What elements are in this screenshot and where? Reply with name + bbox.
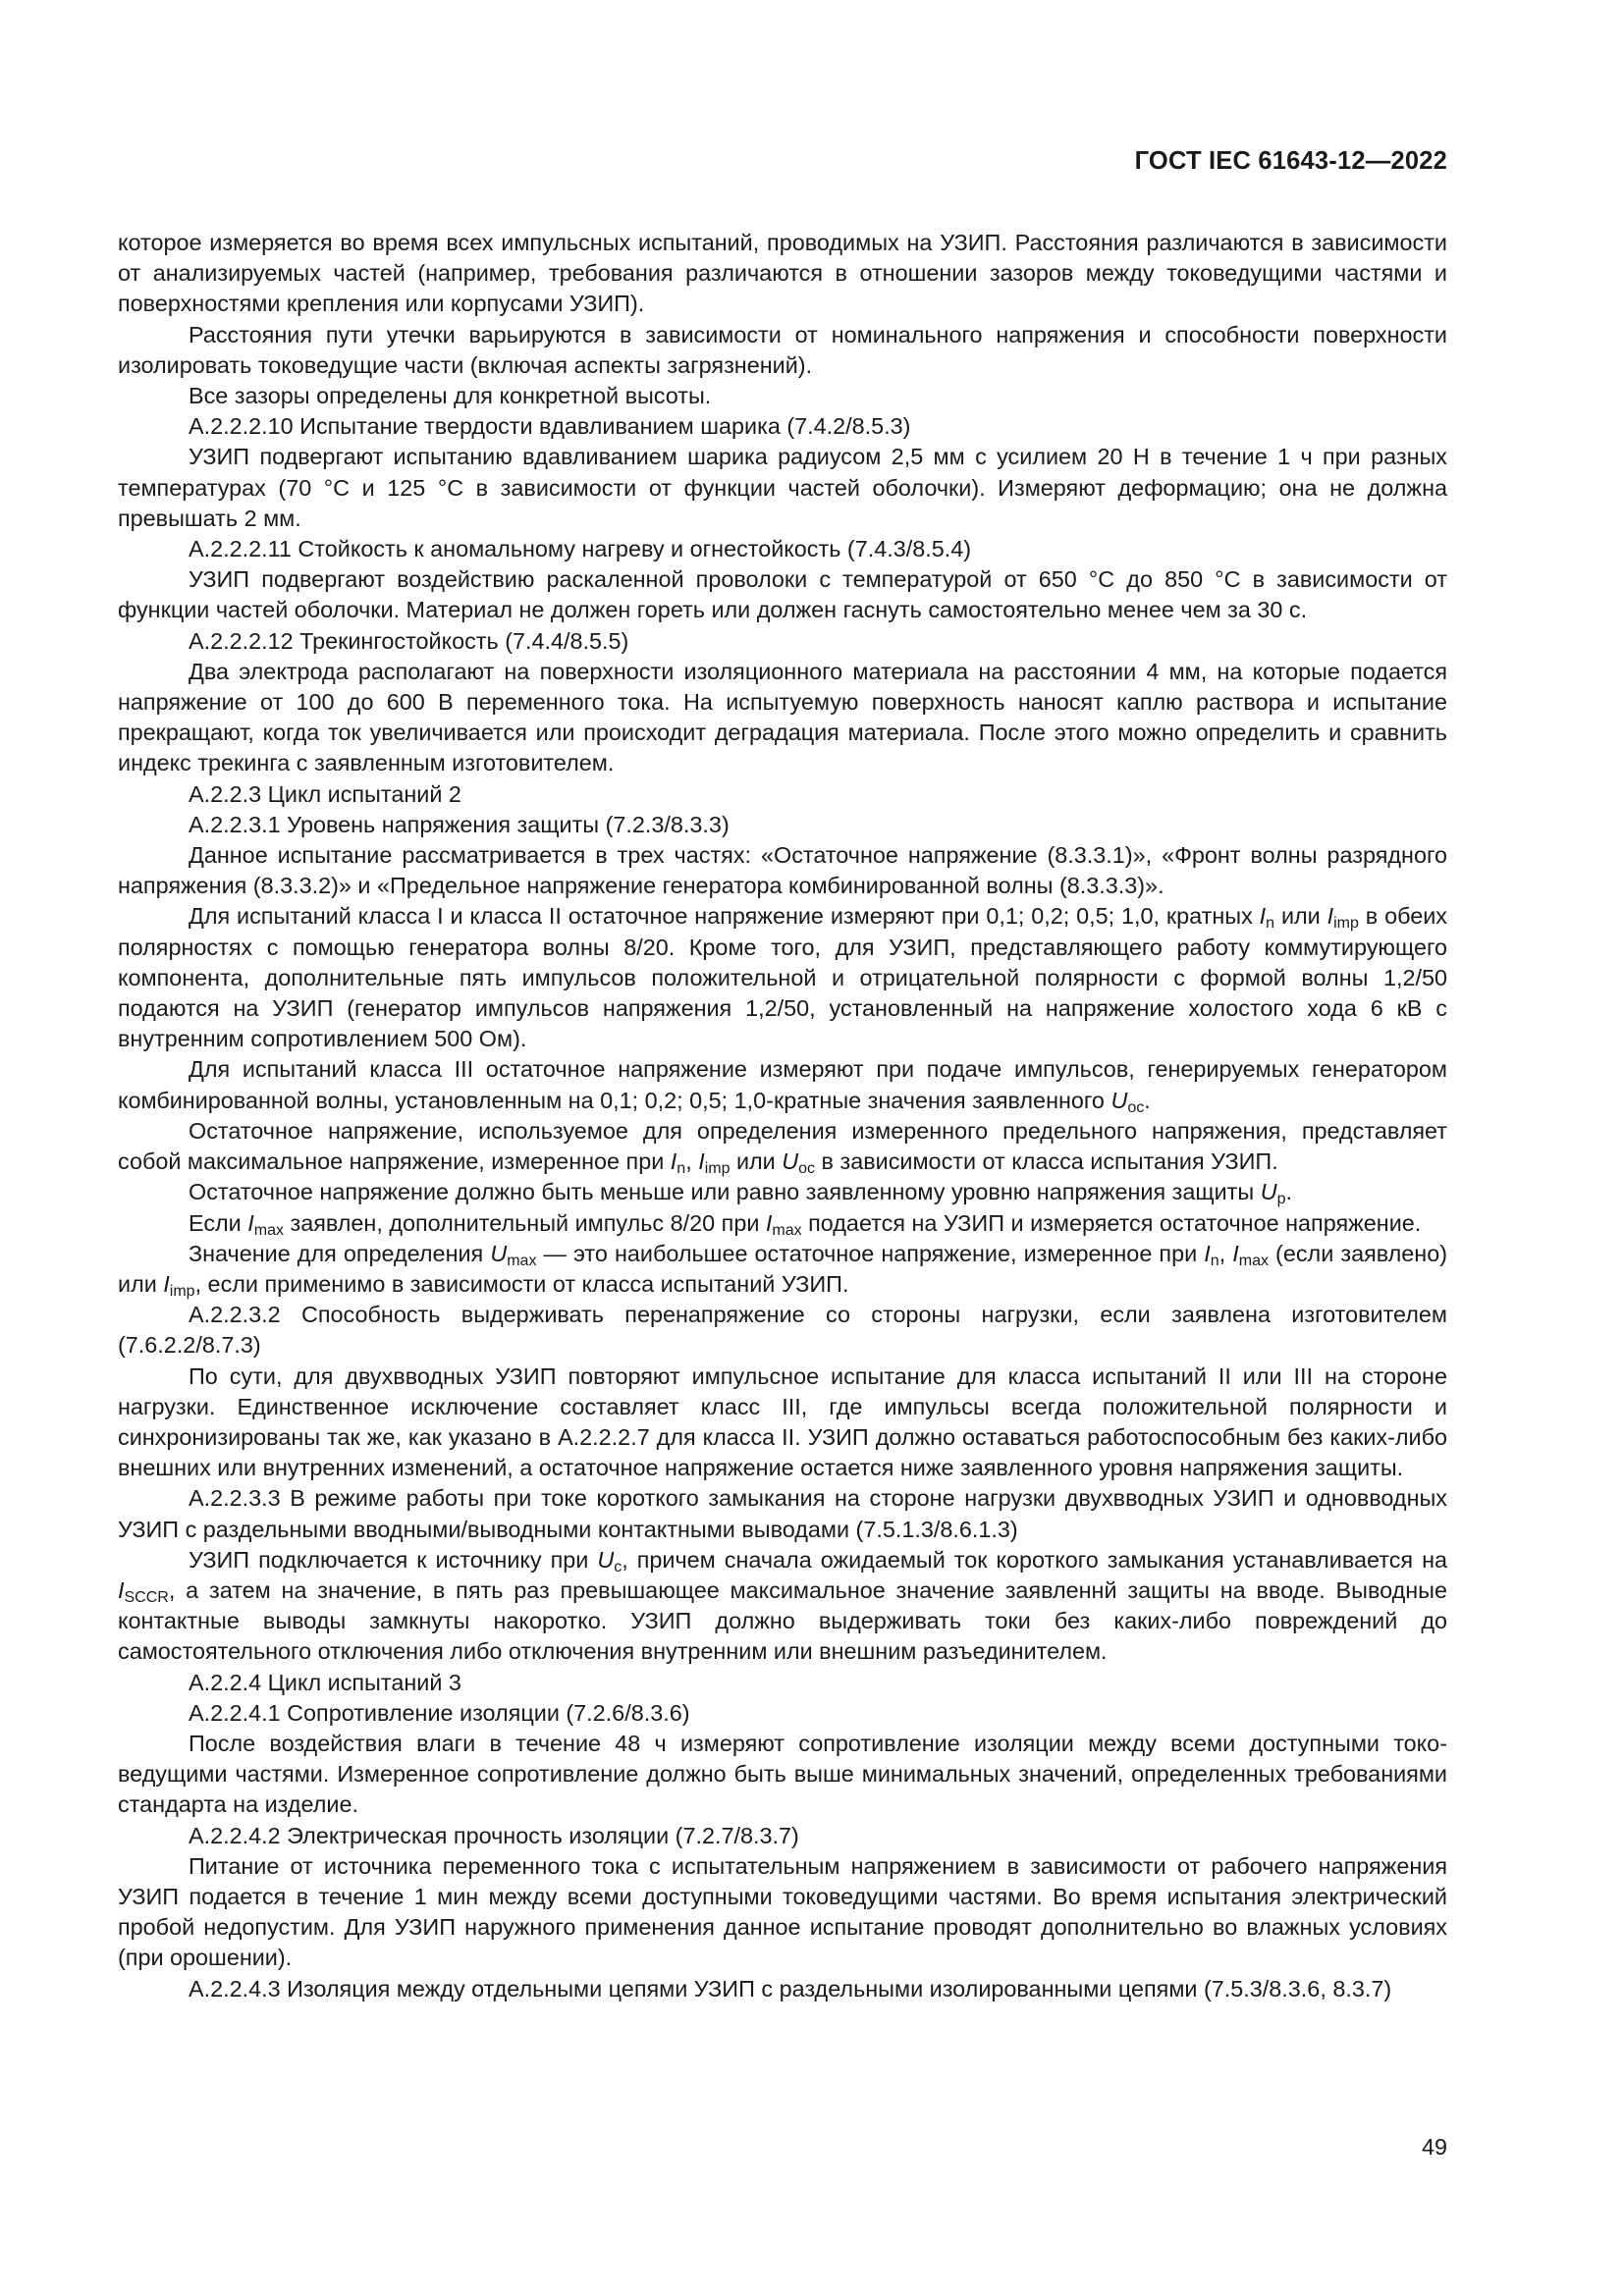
paragraph [118, 1668, 1447, 1698]
subscript: n [1266, 915, 1275, 933]
subscript: imp [169, 1282, 195, 1300]
text-run: А.2.2.4 Цикл испытаний 3 [189, 1669, 461, 1695]
text-run: А.2.2.4.2 Электрическая прочность изоляции (7.2.7/8.3.7) [189, 1822, 799, 1848]
paragraph [118, 411, 1447, 442]
text-run: Питание от источника переменного тока с испытательным напряжением в зависимости от рабочего напряжения УЗИП подается в течение 1 мин между всеми доступными токоведущими частями. Во время испытания электрический пробой недопустим. Для УЗИП наружного применения данное испытание проводят дополнительно во влажных условиях (при орошении). [118, 1852, 1447, 1971]
text-run: А.2.2.3.2 Способность выдерживать перенапряжение со стороны нагрузки, если заявлена изготовителем (7.6.2.2/8.7.3) [118, 1302, 1447, 1359]
page-number: 49 [1421, 2134, 1447, 2160]
text-run: Два электрода располагают на поверхности изоляционного материала на расстоянии 4 мм, на которые подается напряжение от 100 до 600 В переменного тока. На испытуемую поверхность наносят каплю раствора и испытание прекращают, когда ток увеличивается или происходит деградация материала. После этого можно определить и сравнить индекс трекинга с заявленным изготовителем. [118, 658, 1447, 776]
subscript: oc [798, 1160, 816, 1178]
text-run: — это наибольшее остаточное напряжение, измеренное при [536, 1240, 1205, 1266]
standard-designation: ГОСТ IEC 61643-12—2022 [1134, 147, 1447, 175]
paragraph [118, 901, 1447, 1054]
text-run: (если заявлено) или [118, 1240, 1448, 1297]
italic-symbol: I [247, 1209, 254, 1236]
paragraph [118, 840, 1447, 901]
text-run: Все зазоры определены для конкретной высоты. [189, 383, 712, 409]
paragraph [118, 1208, 1447, 1239]
text-run: УЗИП подключается к источнику при [189, 1546, 598, 1573]
paragraph [118, 1483, 1447, 1544]
paragraph [118, 381, 1447, 411]
italic-symbol: I [670, 1148, 677, 1175]
paragraph [118, 564, 1447, 625]
text-run: Остаточное напряжение должно быть меньше или равно заявленному уровню напряжения защиты [189, 1179, 1261, 1205]
paragraph [118, 228, 1447, 320]
text-run: в обеих полярностях с помощью генератора волны 8/20. Кроме того, для УЗИП, представляющего работу коммутирующего компонента, дополнительные пять импульсов положительной и отрицательной полярности с формой волны 1,2/50 подаются на УЗИП (генератор импульсов напряжения 1,2/50, установленный на напряжение холостого хода 6 кВ с внутренним сопротивлением 500 Ом). [118, 903, 1447, 1052]
italic-symbol: U [490, 1240, 508, 1266]
text-run: УЗИП подвергают испытанию вдавливанием шарика радиусом 2,5 мм с усилием 20 Н в течение 1 ч при разных температурах (70 °С и 125 °С в зависимости от функции частей оболочки). Измеряют деформацию; она не должна превышать 2 мм. [118, 444, 1447, 531]
text-run: А.2.2.4.1 Сопротивление изоляции (7.2.6/8.3.6) [189, 1699, 690, 1726]
text-run: А.2.2.2.12 Трекингостойкость (7.4.4/8.5.5) [189, 627, 629, 654]
text-run: Остаточное напряжение, используемое для определения измеренного предельного напряжения, представляет собой максимальное напряжение, измеренное при [118, 1117, 1447, 1175]
paragraph [118, 1698, 1447, 1729]
text-run: , [1218, 1240, 1233, 1266]
paragraph [118, 1362, 1447, 1484]
text-run: После воздействия влаги в течение 48 ч измеряют сопротивление изоляции между всеми доступными токоведущими частями. Измеренное сопротивление должно быть выше минимальных значений, определенных требованиями стандарта на изделие. [118, 1730, 1447, 1818]
italic-symbol: I [765, 1209, 773, 1236]
text-run: А.2.2.2.10 Испытание твердости вдавливанием шарика (7.4.2/8.5.3) [189, 413, 911, 440]
paragraph [118, 1729, 1447, 1821]
italic-symbol: I [1259, 903, 1267, 930]
italic-symbol: U [1260, 1179, 1277, 1205]
text-run: УЗИП подвергают воздействию раскаленной проволоки с температурой от 650 °С до 850 °С в зависимости от функции частей оболочки. Материал не должен гореть или должен гаснуть самостоятельно менее чем за 30 с. [118, 566, 1447, 623]
text-run: Для испытаний класса III остаточное напряжение измеряют при подаче импульсов, генерируемых генератором комбинированной волны, установленным на 0,1; 0,2; 0,5; 1,0-кратные значения заявленного [118, 1056, 1447, 1113]
subscript: n [1210, 1252, 1219, 1269]
italic-symbol: U [782, 1148, 799, 1175]
paragraph [118, 779, 1447, 810]
text-run: подается на УЗИП и измеряется остаточное напряжение. [801, 1209, 1422, 1236]
text-run: А.2.2.4.3 Изоляция между отдельными цепями УЗИП с раздельными изолированными цепями (7.5.3/8.3.6, 8.3.7) [189, 1975, 1392, 2002]
text-run: , если применимо в зависимости от класса испытаний УЗИП. [194, 1270, 849, 1297]
paragraph [118, 657, 1447, 779]
subscript: n [677, 1160, 686, 1178]
text-run: заявлен, дополнительный импульс 8/20 при [283, 1209, 766, 1236]
paragraph [118, 1116, 1447, 1177]
subscript: c [614, 1558, 623, 1575]
paragraph [118, 442, 1447, 534]
text-run: По сути, для двухвводных УЗИП повторяют импульсное испытание для класса испытаний II или III на стороне нагрузки. Единственное исключение составляет класс III, где импульсы всегда положительной полярности и синхронизированы так же, как указано в А.2.2.2.7 для класса II. УЗИП должно оставаться работоспособным без каких-либо внешних или внутренних изменений, а остаточное напряжение остается ниже заявленного уровня напряжения защиты. [118, 1362, 1447, 1481]
document-body [118, 228, 1447, 2004]
text-run: А.2.2.2.11 Стойкость к аномальному нагреву и огнестойкость (7.4.3/8.5.4) [189, 536, 972, 562]
subscript: imp [1333, 915, 1359, 933]
text-run: в зависимости от класса испытания УЗИП. [815, 1148, 1278, 1175]
italic-symbol: I [698, 1148, 705, 1175]
paragraph [118, 1545, 1447, 1668]
paragraph [118, 534, 1447, 564]
text-run: Для испытаний класса I и класса II остаточное напряжение измеряют при 0,1; 0,2; 0,5; 1,0, кратных [189, 903, 1260, 930]
italic-symbol: U [597, 1546, 615, 1573]
text-run: которое измеряется во время всех импульсных испытаний, проводимых на УЗИП. Расстояния различаются в зависимости от анализируемых частей (например, требования различаются в отношении зазоров между токоведущими частями и поверхностями крепления или корпусами УЗИП). [118, 230, 1447, 317]
italic-symbol: I [1232, 1240, 1239, 1266]
text-run: или [730, 1148, 783, 1175]
text-run: Значение для определения [189, 1240, 491, 1266]
italic-symbol: I [1204, 1240, 1211, 1266]
italic-symbol: I [1326, 903, 1334, 930]
paragraph [118, 1851, 1447, 1974]
subscript: max [1238, 1252, 1269, 1269]
text-run: . [1144, 1087, 1151, 1113]
paragraph [118, 810, 1447, 840]
paragraph [118, 320, 1447, 381]
text-run: или [1274, 903, 1327, 930]
paragraph [118, 1054, 1447, 1115]
paragraph [118, 1974, 1447, 2004]
text-run: Расстояния пути утечки варьируются в зависимости от номинального напряжения и способности поверхности изолировать токоведущие части (включая аспекты загрязнений). [118, 321, 1447, 378]
text-run: А.2.2.3.3 В режиме работы при токе короткого замыкания на стороне нагрузки двухвводных УЗИП и одновводных УЗИП с раздельными вводными/выводными контактными выводами (7.5.1.3/8.6.1.3) [118, 1485, 1447, 1542]
italic-symbol: U [1110, 1087, 1128, 1113]
text-run: , причем сначала ожидаемый ток короткого замыкания устанавливается на [622, 1546, 1447, 1573]
subscript: ос [1127, 1098, 1145, 1116]
paragraph [118, 1177, 1447, 1207]
text-run: А.2.2.3.1 Уровень напряжения защиты (7.2.3/8.3.3) [189, 811, 730, 837]
subscript: p [1276, 1191, 1286, 1208]
subscript: max [772, 1221, 802, 1239]
text-run: Данное испытание рассматривается в трех частях: «Остаточное напряжение (8.3.3.1)», «Фронт волны разрядного напряжения (8.3.3.2)» и «Предельное напряжение генератора комбинированной волны (8.3.3.3)». [118, 842, 1447, 899]
subscript: max [507, 1252, 537, 1269]
subscript: SCCR [124, 1588, 169, 1606]
paragraph [118, 1300, 1447, 1361]
subscript: max [253, 1221, 284, 1239]
text-run: . [1285, 1179, 1292, 1205]
paragraph [118, 626, 1447, 657]
text-run: , а затем на значение, в пять раз превышающее максимальное значение заявленнй защиты на вводе. Выводные контактные выводы замкнуты накоротко. УЗИП должно выдерживать токи без каких-либо повреждений до самостоятельного отключения либо отключения внутренним или внешним разъединителем. [118, 1576, 1447, 1665]
subscript: imp [704, 1160, 731, 1178]
paragraph [118, 1239, 1447, 1300]
text-run: А.2.2.3 Цикл испытаний 2 [189, 780, 461, 807]
italic-symbol: I [163, 1270, 170, 1297]
paragraph [118, 1821, 1447, 1851]
text-run: Если [189, 1209, 248, 1236]
italic-symbol: I [118, 1576, 125, 1603]
text-run: , [685, 1148, 699, 1175]
